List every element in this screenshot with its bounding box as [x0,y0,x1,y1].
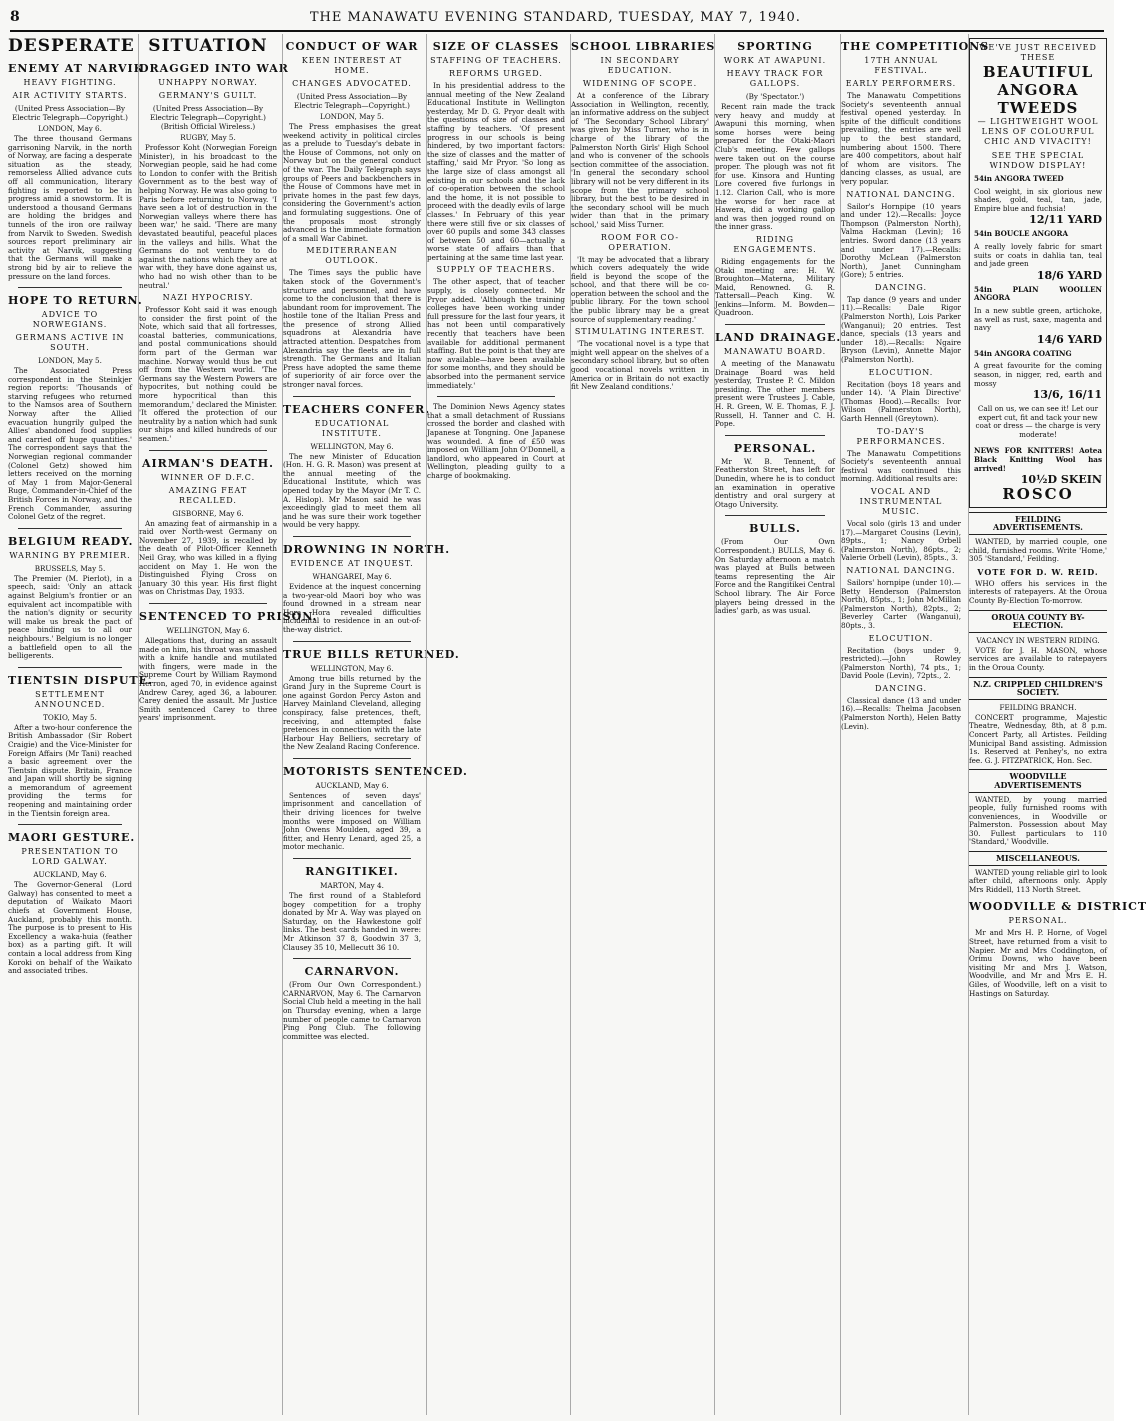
article-body: In his presidential address to the annual meeting of the New Zealand Educational Institute in Wellington yesterday, Mr D. G. Pryor dealt with the questions of size of classes and staffing by teachers. 'Of present progress in our schools is being hindered, by two important factors: the size of classes and the matter of staffing,' said Mr Pryor. 'So long as the large size of class amongst all existing in our schools and the lack of co-operation between the school and the home, it is not possible to proceed with the deadly evils of large classes.' In February of this year there were still five or six classes of over 60 pupils and some 343 classes of between 50 and 60—actually a worse state of affairs than that pertaining at the same time last year. [427,81,565,262]
ad-item-desc: Cool weight, in six glorious new shades, gold, teal, tan, jade, Empire blue and fuchsia! [974,186,1102,213]
headline-bulls: BULLS. [749,522,801,536]
ad-item-name: 54in BOUCLE ANGORA [974,229,1069,239]
article-body: Professor Koht (Norwegian Foreign Minister), in his broadcast to the Norwegian people, said he had come to London to confer with the British Government as to the best way of helping Norway. He was also going to Paris before returning to Norway. 'I have seen a lot of destruction in the Norwegian valleys where there has been war,' he said. 'There are many devastated beautiful, peaceful places in the valleys and hills. What the Germans do not venture to do against the nations which they are at war with, they have done against us, who had no wish other than to be neutral.' [139,143,277,290]
subhead-elocution: ELOCUTION. [868,367,934,377]
dateline: LONDON, May 5. [38,356,102,366]
article-body: A meeting of the Manawatu Drainage Board was held yesterday, Trustee P. C. Mildon presiding. The other members present were Trustees J. Cable, H. R. Green, W. E. Thomas, F. J. Russell, H. Tanner and C. H. Pope. [715,359,835,429]
divider [18,287,122,288]
headline-drowning: DROWNING IN NORTH. [283,542,451,556]
deck-settlement: SETTLEMENT ANNOUNCED. [34,689,106,709]
article-body: Among true bills returned by the Grand Jury in the Supreme Court is one against Gordon Percy Aston and Harvey Mainland Cleveland, alleging conspiracy, false pretences, theft, receiving, and attempted false pretences in connection with the late Harbour Hay Belliers, secretary of the New Zealand Racing Conference. [283,673,421,752]
headline-desperate: DESPERATE [8,36,135,56]
deck-unhappy-norway: UNHAPPY NORWAY. [158,78,258,87]
article-body: The new Minister of Education (Hon. H. G. R. Mason) was present at the annual meeting of the Educational Institute, which was opened today by the Mayor (Mr T. C. A. Hislop). Mr Mason said he was exceedingly glad to meet them all and he was sure their work together would be very happy. [283,451,421,530]
ad-headline-tweeds: TWEEDS [997,99,1079,117]
article-body: Evidence at the inquest concerning a two-year-old Maori boy who was found drowned in a stream near Hora Hora revealed difficulties incidental to residence in an out-of-the-way district. [283,581,421,634]
article-body: The Times says the public have taken stock of the Government's structure and personnel, and have come to the conclusion that there is abundant room for improvement. The hostile tone of the Italian Press and the presence of strong Allied squadrons at Alexandria have attracted attention. Despatches from Alexandria say the fleets are in full strength. The Germans and Italian Press have adopted the same theme of superiority of air force over the stronger naval forces. [283,268,421,390]
deck-reforms: REFORMS URGED. [449,69,543,78]
article-body: The Manawatu Competitions Society's seventeenth annual festival opened yesterday. In spite of the difficult conditions prevailing, the entries are well up to the best standard, numbering about 1500. There are 400 competitors, about half of whom are visitors. The dancing classes, as usual, are very popular. [841,91,961,186]
classified-ad: WANTED, by married couple, one child, furnished rooms. Write 'Home,' 305 'Standard,' Feilding. [969,537,1107,564]
headline-sentenced: SENTENCED TO PRISON. [139,609,318,623]
deck-heavy-track: HEAVY TRACK FOR GALLOPS. [726,69,824,88]
article-body: Sailors' hornpipe (under 10).—Betty Henderson (Palmerston North), 85pts., 1; John McMillan (Palmerston North), 82pts., 2; Beverley Carter (Wanganui), 80pts., 3. [841,577,961,630]
dateline: AUCKLAND, May 6. [315,780,389,790]
dateline: TOKIO, May 5. [43,712,97,722]
divider [18,667,122,668]
subhead-narvik: ENEMY AT NARVIK [8,62,145,75]
ad-brand-rosco: ROSCO [1002,485,1074,504]
dateline: AUCKLAND, May 6. [33,870,107,880]
classified-ad: VOTE for J. H. MASON, whose services are available to ratepayers in the Oroua County. [969,645,1107,672]
ad-window-display: SEE THE SPECIAL WINDOW DISPLAY! [989,151,1087,170]
dateline: LONDON, May 6. [38,124,102,133]
deck-feat: AMAZING FEAT RECALLED. [168,485,248,505]
headline-woodville-district: WOODVILLE & DISTRICT [969,900,1147,914]
article-body: 'The vocational novel is a type that might well appear on the shelves of a secondary school library, but so often good vocational novels written in America or in Britain do not exactly fit New Zealand conditions.' [571,339,709,392]
article-body: Sailor's Hornpipe (10 years and under 12).—Recalls: Joyce Thompson (Palmerston North), Valma Hackman (Levin); 16 entries. Sword dance (13 years and under 17).—Recalls: Dorothy McLean (Palmerston North), Janet Cunningham (Gore); 5 entries. [841,201,961,280]
divider [293,858,411,859]
headline-motorists: MOTORISTS SENTENCED. [283,764,468,778]
dateline: RUGBY, May 5. [180,133,236,142]
deck-secondary: IN SECONDARY EDUCATION. [600,56,680,75]
divider [18,824,122,825]
classified-ad-heading: VOTE FOR D. W. REID. [977,566,1099,577]
ad-item-name: 54in PLAIN WOOLLEN ANGORA [974,284,1102,303]
headline-belgium: BELGIUM READY. [8,534,134,548]
deck-germans-active: GERMANS ACTIVE IN SOUTH. [15,333,125,353]
headline-true-bills: TRUE BILLS RETURNED. [283,647,460,661]
divider [293,958,411,959]
article-body: Allegations that, during an assault made on him, his throat was smashed with a knife handle and mutilated with fingers, were made in the Supreme Court by William Raymond Herron, aged 70, in evidence against Andrew Carey, aged 36, a labourer. Carey denied the assault. Mr Justice Smith sentenced Carey to three years' imprisonment. [139,635,277,723]
subhead-dancing: DANCING. [874,683,928,693]
credit-line: (By 'Spectator.') [745,92,805,101]
ad-item-price: 12/11 YARD [1029,213,1102,227]
divider [18,528,122,529]
article-body: Recitation (boys under 9, restricted).—John Rowley (Palmerston North), 74 pts., 1; David Poole (Levin), 72pts., 2. [841,645,961,681]
ad-subtitle: — LIGHTWEIGHT WOOL LENS OF COLOURFUL CHIC AND VIVACITY! [977,117,1099,146]
article-body: The Associated Press correspondent in the Steinkjer region reports: 'Thousands of starving refugees who returned to the Namsos area of Southern Norway after the Allied evacuation hungrily gulped the Allies' abandoned food supplies and carried off huge quantities.' The correspondent says that the Norwegian regional commander (Colonel Getz) showed him letters received on the morning of May 1 from Major-General Ruge, Commander-in-Chief of the British Forces in Norway, and the French Commander, assuring Colonel Getz of the regret. [8,366,132,522]
article-body: (From Our Own Correspondent.) CARNARVON, May 6. The Carnarvon Social Club held a meeting in the hall on Thursday evening, when a large number of people came to Carnarvon Ping Pong Club. The following committee was elected. [283,980,421,1041]
article-body: Riding engagements for the Otaki meeting are: H. W. Broughton—Materna, Military Maid, Renowned. G. R. Tattersall—Peach King. W. Jenkins—Inform. M. Bowden—Quadroon. [715,256,835,318]
divider [725,435,825,436]
column-6 [714,34,842,1415]
column-2 [138,34,318,1415]
headline-conduct: CONDUCT OF WAR [285,40,419,53]
deck-advice: ADVICE TO NORWEGIANS. [32,310,108,330]
subhead-elocution: ELOCUTION. [868,633,934,643]
headline-sporting: SPORTING [737,40,813,53]
ad-item-desc: A great favourite for the coming season, in nigger, red, earth and mossy [974,361,1102,388]
column-3 [282,34,468,1415]
headline-maori: MAORI GESTURE. [8,831,136,845]
deck-dfc: WINNER OF D.F.C. [160,472,256,482]
section-woodville-ads: WOODVILLE ADVERTISEMENTS [969,769,1107,792]
section-crippled-children: N.Z. CRIPPLED CHILDREN'S SOCIETY. [969,677,1107,700]
classified-ad-sub: VACANCY IN WESTERN RIDING. [976,635,1100,645]
masthead [10,4,1104,32]
dateline: BRUSSELS, May 5. [34,563,106,573]
section-miscellaneous: MISCELLANEOUS. [969,851,1107,866]
dateline: MARTON, May 4. [320,881,384,891]
article-body: The three thousand Germans garrisoning Narvik, in the north of Norway, are facing a desperate situation as the steady, remorseless Allied advance cuts off all communication, literary fighting is reported to be in progress amid a snowstorm. It is understood a thousand Germans are holding the bridges and tunnels of the iron ore railway from Narvik to Sweden. Swedish sources report preliminary air activity at Narvik, suggesting that the Germans will make a strong bid by air to relieve the pressure on the land forces. [8,134,132,281]
section-oroua-election: OROUA COUNTY BY-ELECTION. [969,610,1107,633]
article-body: The Governor-General (Lord Galway) has consented to meet a deputation of Waikato Maori chiefs at Government House, Auckland, probably this month. The purpose is to present to His Excellency a waka-huia (feather box) as a parting gift. It will contain a local address from King Koroki on behalf of the Waikato and associated tribes. [8,880,132,976]
deck-changes: CHANGES ADVOCATED. [292,79,412,88]
headline-personal: PERSONAL. [733,441,817,455]
deck-heavy-fighting: HEAVY FIGHTING. [23,78,117,87]
ad-closing: Call on us, we can see it! Let our expert cut, fit and tack your new coat or dress — the charge is very moderate! [975,404,1101,439]
ad-item-price: 13/6, 16/11 [1032,388,1102,402]
headline-teachers: TEACHERS CONFER. [283,402,431,416]
headline-situation: SITUATION [148,36,268,56]
column-5 [570,34,716,1415]
headline-competitions: THE COMPETITIONS [841,40,990,53]
dateline: WELLINGTON, May 6. [310,663,394,673]
article-body: After a two-hour conference the British Ambassador (Sir Robert Craigie) and the Vice-Minister for Foreign Affairs (Mr Tani) reached a basic agreement over the Tientsin dispute. Britain, France and Japan will shortly be signing a memorandum of agreement providing the terms for reopening and maintaining order in the Tientsin foreign area. [8,722,132,818]
ad-item-price: 18/6 YARD [1036,268,1102,282]
classified-ad: CONCERT programme, Majestic Theatre, Wednesday, 8th, at 8 p.m. Concert Party, all Artistes. Feilding Municipal Band assisting. Admission 1s. Reserved at Penhey's, no extra fee. G. J. FITZPATRICK, Hon. Sec. [969,712,1107,765]
credit-line: (United Press Association—By Electric Telegraph—Copyright.) [294,92,410,110]
subhead-riding: RIDING ENGAGEMENTS. [733,234,817,254]
classified-ad: WANTED young reliable girl to look after child, afternoons only. Apply Mrs Riddell, 113 North Street. [969,867,1107,894]
article-body: Vocal solo (girls 13 and under 17).—Margaret Cousins (Levin), 89pts., 1; Nancy Orbell (Palmerston North), 86pts., 2; Valerie Orbell (Levin), 85pts., 3. [841,518,961,563]
deck-inquest: EVIDENCE AT INQUEST. [290,558,414,568]
divider [293,641,411,642]
ad-item-price: 14/6 YARD [1036,332,1102,346]
divider [725,324,825,325]
headline-rangitikei: RANGITIKEI. [305,865,399,879]
dateline: LONDON, May 5. [320,112,384,121]
subhead-mediterranean: MEDITERRANEAN OUTLOOK. [306,246,398,266]
column-8-ads [968,34,1147,1415]
deck-widening: WIDENING OF SCOPE. [582,79,698,88]
angora-tweeds-ad [969,38,1107,508]
deck-warning: WARNING BY PREMIER. [9,550,131,560]
ad-intro: WE'VE JUST RECEIVED [979,43,1097,52]
column-4 [426,34,565,1415]
deck-air-activity: AIR ACTIVITY STARTS. [12,91,128,100]
subhead-nazi: NAZI HYPOCRISY. [162,293,254,303]
subhead-national-dancing: NATIONAL DANCING. [846,189,956,199]
article-body: An amazing feat of airmanship in a raid over North-west Germany on November 27, 1939, is recalled by the death of Pilot-Officer Kenneth Neil Gray, who was killed in a flying accident on May 1. He won the Distinguished Flying Cross on January 30 this year. His first flight was on Christmas Day, 1933. [139,518,277,597]
classified-ad-sub: FEILDING BRANCH. [999,702,1077,712]
ad-headline-beautiful: BEAUTIFUL [982,63,1094,81]
column-7 [840,34,990,1415]
deck-awapuni: WORK AT AWAPUNI. [723,56,827,65]
deck-presentation: PRESENTATION TO LORD GALWAY. [21,847,119,867]
headline-airman: AIRMAN'S DEATH. [142,456,274,470]
article-body: Recitation (boys 18 years and under 14). 'A Plain Directive' (Thomas Hood).—Recalls: Ivor Wilson (Palmerston North), Garth Hennell (Greytown). [841,379,961,423]
article-body: At a conference of the Library Association in Wellington, recently, an informative address on the subject of 'The Secondary School Library' was given by Miss Turner, who is in charge of the library of the Palmerston North Girls' High School and who is convener of the schools section committee of the association. 'In general the secondary school library will not be very different in its scope from the primary school library, but the best to be desired in the secondary school will be much wider than that in the primary school,' said Miss Turner. [571,91,709,229]
ad-headline-angora: ANGORA [997,81,1079,99]
divider [293,758,411,759]
deck-institute: EDUCATIONAL INSTITUTE. [314,418,390,438]
credit-line: (United Press Association—By Electric Telegraph—Copyright.) [12,104,128,122]
subhead-personal: PERSONAL. [1008,916,1068,926]
deck-festival: 17TH ANNUAL FESTIVAL. [864,56,938,75]
classified-ad: WHO offers his services in the interests of ratepayers. At the Oroua County By-Election To-morrow. [969,578,1107,605]
headline-school-libraries: SCHOOL LIBRARIES [571,40,716,53]
article-body: Tap dance (9 years and under 11).—Recalls: Dale Rigor (Palmerston North), Lois Parker (Wanganui); 20 entries. Test dance, specials (13 years and under 18).—Recalls: Ngaire Bryson (Levin), Annette Major (Palmerston North). [841,294,961,365]
dateline: WELLINGTON, May 6. [310,441,394,451]
article-body: (From Our Own Correspondent.) BULLS, May 6. On Saturday afternoon a match was played at Bulls between teams representing the Air Force and the Rangitikei Central School library. The Air Force players being dressed in the ladies' garb, as was usual. [715,537,835,616]
headline-tientsin: TIENTSIN DISPUTE. [8,673,153,687]
column-1 [8,34,153,1415]
page-number: 8 [10,9,21,25]
section-feilding-ads: FEILDING ADVERTISEMENTS. [969,512,1107,535]
ad-item-desc: A really lovely fabric for smart suits or coats in dahlia tan, teal and jade green [974,241,1102,269]
divider [149,450,267,451]
subhead-todays-performances: TO-DAY'S PERFORMANCES. [856,426,946,446]
credit-line: (United Press Association—By Electric Telegraph—Copyright.) (British Official Wireless.) [150,104,266,131]
article-body: Recent rain made the track very heavy and muddy at Awapuni this morning, when some horses were being prepared for the Otaki-Maori Club's meeting. Few gallops were taken out on the course proper. The plough was not fit for use. Kinsora and Hunting Lore covered five furlongs in 1.12. Clarion Call, who is more the worse for her race at Hawera, did a working gallop and was then jogged round on the inner grass. [715,102,835,232]
article-body: The Press emphasises the great weekend activity in political circles as a prelude to Tuesday's debate in the House of Commons, not only on Norway but on the general conduct of the war. The Daily Telegraph says groups of Peers and backbenchers in the House of Commons have met in private homes in the past few days, considering the Government's action and formulating suggestions. One of the proposals most strongly advanced is the immediate formation of a small War Cabinet. [283,122,421,243]
deck-germanys-guilt: GERMANY'S GUILT. [158,91,258,100]
article-body: Sentences of seven days' imprisonment and cancellation of their driving licences for twelve months were imposed on William John Owens Moulden, aged 39, a fitter, and Henry Lenard, aged 25, a motor mechanic. [283,790,421,852]
divider [293,536,411,537]
article-body: The Manawatu Competitions Society's seventeenth annual festival was continued this morning. Additional results are: [841,448,961,484]
divider [437,396,555,397]
ad-knitters: NEWS FOR KNITTERS! Aotea Black Knitting Wool has arrived! [974,446,1102,473]
article-body: Classical dance (13 and under 16).—Recalls: Thelma Jacobsen (Palmerston North), Helen Batty (Levin). [841,695,961,731]
deck-staffing: STAFFING OF TEACHERS. [430,56,562,65]
article-body: Mr W. B. Tennent, of Featherston Street, has left for Dunedin, where he is to conduct an examination in operative dentistry and oral surgery at Otago University. [715,456,835,509]
divider [149,603,267,604]
subhead-supply: SUPPLY OF TEACHERS. [436,265,556,275]
deck-keen-interest: KEEN INTEREST AT HOME. [301,56,403,75]
newspaper-title: THE MANAWATU EVENING STANDARD, TUESDAY, MAY 7, 1940. [309,9,801,25]
ad-item-name: 54in ANGORA TWEED [974,174,1064,183]
headline-size-of-classes: SIZE OF CLASSES [432,40,560,53]
article-body: Professor Koht said it was enough to consider the first point of the Note, which said that all fortresses, coastal batteries, communications, and postal communications should form part of the German war machine. Norway would thus be cut off from the Western world. 'The Germans say the Western Powers are hypocrites, but nothing could be more hypocritical than this memorandum,' declared the Minister. 'It offered the protection of our neutrality by a nation which had sunk our ships and killed hundreds of our seamen.' [139,305,277,443]
dateline: GISBORNE, May 6. [172,508,244,518]
article-body: 'It may be advocated that a library which covers adequately the wide field is beyond the scope of the school, and that there will be co-operation between the school and the public library. For the town school the public library may be a great source of supplementary reading.' [571,254,709,324]
subhead-stimulating: STIMULATING INTEREST. [574,327,706,337]
ad-item-desc: In a new subtle green, artichoke, as well as rust, saxe, magenta and navy [974,305,1102,333]
subhead-vocal-instrumental: VOCAL AND INSTRUMENTAL MUSIC. [859,486,943,516]
article-body: Mr and Mrs H. P. Horne, of Vogel Street, have returned from a visit to Napier. Mr and Mrs Coddington, of Orimu Downs, who have been visiting Mr and Mrs J. Watson, Woodville, and Mr and Mrs E. H. Giles, of Woodville, left on a visit to Hastings on Saturday. [969,928,1107,998]
article-body: The Premier (M. Pierlot), in a speech, said: 'Only an attack against Belgium's frontier or an equivalent act incompatible with the nation's dignity or security will make us break the pact of peace binding us to all our neighbours.' Belgium is no longer a battlefield open to all the belligerents. [8,573,132,661]
article-body: The Dominion News Agency states that a small detachment of Russians crossed the border and clashed with Japanese at Tongning. One Japanese was wounded. A fine of £50 was imposed on William John O'Donnell, a landlord, who appeared in Court at Wellington, pleading guilty to a charge of bookmaking. [427,402,565,480]
ad-item-name: 54in ANGORA COATING [974,348,1072,358]
deck-early-performers: EARLY PERFORMERS. [845,79,957,88]
ad-intro-2: THESE [1020,53,1056,62]
subhead-cooperation: ROOM FOR CO-OPERATION. [600,232,680,252]
divider [293,396,411,397]
article-body: The first round of a Stableford bogey competition for a trophy donated by Mr A. Way was played on Saturday, on the Hawkestone golf links. The best cards handed in were: Mr Atkinson 37 8, Goodwin 37 3, Clausey 35 10, Mellecutt 36 10. [283,891,421,952]
divider [725,515,825,516]
headline-land-drainage: LAND DRAINAGE. [715,331,842,345]
dateline: WHANGAREI, May 6. [312,571,392,581]
deck-manawatu-board: MANAWATU BOARD. [723,347,827,357]
headline-carnarvon: CARNARVON. [304,965,400,979]
classified-ad: WANTED, by young married people, fully furnished rooms with conveniences, in Woodville or Palmerston. Possession about May 30. Fullest particulars to 110 'Standard,' Woodville. [969,794,1107,847]
subhead-national-dancing: NATIONAL DANCING. [846,565,956,575]
article-body: The other aspect, that of teacher supply, is closely connected. Mr Pryor added. 'Although the training colleges have been working under full pressure for the last four years, it has not been until comparatively recently that teachers have been available for additional permanent staffing. But the point is that they are now available—have been available for some months, and they should be absorbed into the permanent service immediately.' [427,277,565,390]
subhead-dragged: DRAGGED INTO WAR [139,62,289,75]
dateline: WELLINGTON, May 6. [166,625,250,635]
subhead-dancing: DANCING. [874,282,928,292]
ad-knitters-price: 10½D SKEIN [1020,473,1102,487]
headline-hope: HOPE TO RETURN. [8,294,143,308]
